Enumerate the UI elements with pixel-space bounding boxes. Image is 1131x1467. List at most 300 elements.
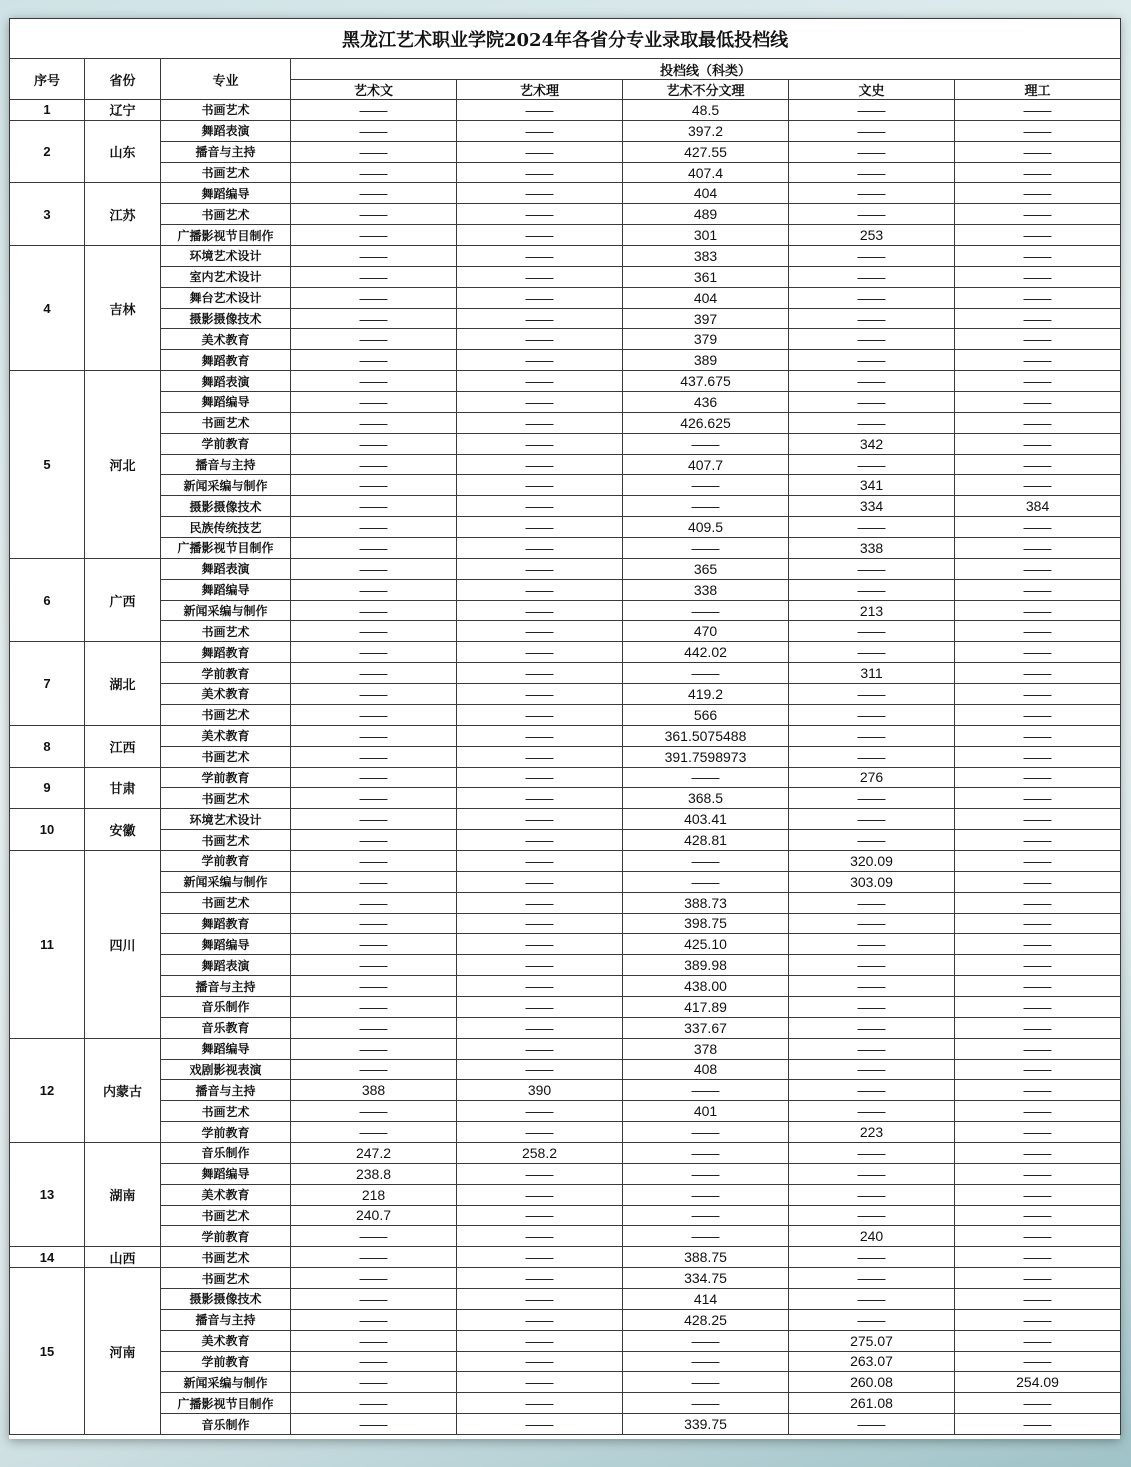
major-cell: 广播影视节目制作 — [161, 1393, 291, 1414]
score-cell: —— — [955, 579, 1121, 600]
score-cell: —— — [623, 1205, 789, 1226]
score-cell: —— — [955, 266, 1121, 287]
score-cell: —— — [457, 287, 623, 308]
table-row — [10, 100, 1121, 121]
table-row — [10, 1330, 1121, 1351]
score-cell: —— — [457, 1101, 623, 1122]
score-cell: 427.55 — [623, 141, 789, 162]
score-cell: 426.625 — [623, 412, 789, 433]
major-cell: 学前教育 — [161, 1351, 291, 1372]
major-cell: 舞蹈表演 — [161, 371, 291, 392]
table-row — [10, 642, 1121, 663]
major-cell: 广播影视节目制作 — [161, 225, 291, 246]
score-cell: —— — [457, 767, 623, 788]
score-cell: 378 — [623, 1038, 789, 1059]
score-cell: —— — [789, 329, 955, 350]
score-cell: 428.81 — [623, 830, 789, 851]
score-cell: 397.2 — [623, 120, 789, 141]
score-cell: —— — [789, 955, 955, 976]
score-cell: —— — [789, 976, 955, 997]
score-cell: 341 — [789, 475, 955, 496]
score-cell: 311 — [789, 663, 955, 684]
score-cell: 240 — [789, 1226, 955, 1247]
score-cell: —— — [457, 392, 623, 413]
table-row — [10, 517, 1121, 538]
table-row — [10, 1226, 1121, 1247]
score-cell: 223 — [789, 1122, 955, 1143]
score-cell: —— — [457, 1226, 623, 1247]
score-cell: —— — [789, 725, 955, 746]
score-cell: —— — [291, 871, 457, 892]
row-index-cell: 13 — [10, 1142, 85, 1246]
score-cell: —— — [457, 225, 623, 246]
score-cell: —— — [789, 892, 955, 913]
score-cell: —— — [457, 1351, 623, 1372]
score-cell: —— — [955, 1122, 1121, 1143]
score-cell: 409.5 — [623, 517, 789, 538]
row-index-cell: 8 — [10, 725, 85, 767]
score-cell: 338 — [623, 579, 789, 600]
score-cell: 388 — [291, 1080, 457, 1101]
table-row — [10, 1184, 1121, 1205]
score-cell: —— — [291, 371, 457, 392]
table-row — [10, 496, 1121, 517]
score-cell: —— — [789, 746, 955, 767]
table-row — [10, 246, 1121, 267]
score-cell: —— — [955, 1080, 1121, 1101]
score-cell: 276 — [789, 767, 955, 788]
score-cell: —— — [457, 183, 623, 204]
score-cell: —— — [623, 475, 789, 496]
score-cell: —— — [623, 850, 789, 871]
score-cell: —— — [623, 433, 789, 454]
score-cell: —— — [955, 120, 1121, 141]
row-index-cell: 4 — [10, 246, 85, 371]
score-cell: —— — [291, 1414, 457, 1435]
province-cell: 广西 — [85, 558, 161, 641]
header-col-art-general: 艺术不分文理 — [623, 80, 789, 100]
table-title: 黑龙江艺术职业学院2024年各省分专业录取最低投档线 — [10, 19, 1121, 59]
score-cell: 238.8 — [291, 1163, 457, 1184]
score-cell: —— — [457, 412, 623, 433]
score-cell: —— — [457, 579, 623, 600]
score-cell: —— — [789, 350, 955, 371]
score-cell: —— — [955, 538, 1121, 559]
score-cell: —— — [955, 684, 1121, 705]
major-cell: 舞蹈编导 — [161, 1038, 291, 1059]
score-cell: 263.07 — [789, 1351, 955, 1372]
score-cell: —— — [789, 141, 955, 162]
score-cell: —— — [789, 704, 955, 725]
score-cell: —— — [955, 830, 1121, 851]
score-cell: —— — [291, 704, 457, 725]
header-col-art-liberal: 艺术文 — [291, 80, 457, 100]
score-cell: —— — [955, 955, 1121, 976]
table-row — [10, 162, 1121, 183]
score-cell: —— — [457, 621, 623, 642]
row-index-cell: 10 — [10, 809, 85, 851]
score-cell: —— — [291, 663, 457, 684]
major-cell: 书画艺术 — [161, 1101, 291, 1122]
score-cell: —— — [955, 183, 1121, 204]
score-cell: —— — [955, 1163, 1121, 1184]
score-cell: —— — [291, 412, 457, 433]
score-cell: —— — [457, 350, 623, 371]
table-row — [10, 225, 1121, 246]
score-cell: —— — [291, 1288, 457, 1309]
table-row — [10, 1414, 1121, 1435]
score-cell: —— — [955, 1268, 1121, 1289]
major-cell: 学前教育 — [161, 850, 291, 871]
table-row — [10, 183, 1121, 204]
score-cell: —— — [955, 850, 1121, 871]
score-cell: —— — [291, 350, 457, 371]
score-cell: —— — [457, 1393, 623, 1414]
score-cell: —— — [955, 412, 1121, 433]
score-cell: —— — [955, 308, 1121, 329]
major-cell: 书画艺术 — [161, 162, 291, 183]
score-cell: —— — [291, 162, 457, 183]
score-cell: —— — [789, 1288, 955, 1309]
score-cell: 379 — [623, 329, 789, 350]
score-cell: —— — [955, 1184, 1121, 1205]
score-cell: —— — [955, 558, 1121, 579]
score-cell: —— — [789, 579, 955, 600]
major-cell: 书画艺术 — [161, 621, 291, 642]
admission-score-table — [9, 18, 1121, 1435]
row-index-cell: 14 — [10, 1247, 85, 1268]
score-cell: 417.89 — [623, 996, 789, 1017]
table-row — [10, 371, 1121, 392]
province-cell: 湖南 — [85, 1142, 161, 1246]
table-row — [10, 454, 1121, 475]
table-row — [10, 579, 1121, 600]
score-cell: 261.08 — [789, 1393, 955, 1414]
score-cell: —— — [291, 433, 457, 454]
major-cell: 舞蹈编导 — [161, 183, 291, 204]
score-cell: —— — [789, 392, 955, 413]
table-row — [10, 538, 1121, 559]
score-cell: —— — [457, 371, 623, 392]
score-cell: —— — [291, 308, 457, 329]
major-cell: 书画艺术 — [161, 204, 291, 225]
major-cell: 环境艺术设计 — [161, 246, 291, 267]
score-cell: —— — [789, 266, 955, 287]
score-cell: —— — [623, 1080, 789, 1101]
table-row — [10, 809, 1121, 830]
major-cell: 舞蹈教育 — [161, 913, 291, 934]
score-cell: —— — [291, 517, 457, 538]
table-row — [10, 600, 1121, 621]
score-cell: —— — [955, 1330, 1121, 1351]
score-cell: —— — [623, 1393, 789, 1414]
table-row — [10, 871, 1121, 892]
score-cell: —— — [291, 1059, 457, 1080]
score-cell: —— — [291, 850, 457, 871]
score-cell: 391.7598973 — [623, 746, 789, 767]
table-row — [10, 1351, 1121, 1372]
major-cell: 学前教育 — [161, 663, 291, 684]
table-row — [10, 329, 1121, 350]
score-cell: —— — [789, 1309, 955, 1330]
province-cell: 江苏 — [85, 183, 161, 246]
province-cell: 甘肃 — [85, 767, 161, 809]
province-cell: 山西 — [85, 1247, 161, 1268]
score-cell: 334.75 — [623, 1268, 789, 1289]
score-cell: —— — [457, 1059, 623, 1080]
table-row — [10, 1017, 1121, 1038]
score-cell: —— — [457, 913, 623, 934]
score-cell: —— — [623, 1351, 789, 1372]
score-cell: —— — [955, 913, 1121, 934]
score-cell: —— — [955, 746, 1121, 767]
score-cell: —— — [955, 1309, 1121, 1330]
score-cell: —— — [623, 600, 789, 621]
score-cell: —— — [291, 746, 457, 767]
score-cell: —— — [457, 830, 623, 851]
province-cell: 四川 — [85, 850, 161, 1038]
header-index: 序号 — [10, 59, 85, 100]
major-cell: 音乐制作 — [161, 996, 291, 1017]
score-cell: —— — [623, 767, 789, 788]
table-row — [10, 1393, 1121, 1414]
table-row — [10, 1288, 1121, 1309]
major-cell: 播音与主持 — [161, 976, 291, 997]
major-cell: 美术教育 — [161, 1184, 291, 1205]
score-cell: —— — [955, 934, 1121, 955]
score-cell: —— — [789, 204, 955, 225]
score-cell: —— — [457, 1268, 623, 1289]
score-cell: —— — [789, 788, 955, 809]
score-cell: —— — [789, 1205, 955, 1226]
major-cell: 书画艺术 — [161, 100, 291, 121]
table-row — [10, 788, 1121, 809]
score-cell: —— — [955, 642, 1121, 663]
score-cell: 428.25 — [623, 1309, 789, 1330]
score-cell: —— — [457, 934, 623, 955]
major-cell: 美术教育 — [161, 329, 291, 350]
score-cell: 247.2 — [291, 1142, 457, 1163]
score-cell: —— — [457, 704, 623, 725]
header-province: 省份 — [85, 59, 161, 100]
major-cell: 摄影摄像技术 — [161, 496, 291, 517]
major-cell: 播音与主持 — [161, 1309, 291, 1330]
score-cell: —— — [291, 1372, 457, 1393]
score-cell: —— — [789, 246, 955, 267]
table-row — [10, 558, 1121, 579]
score-cell: —— — [955, 871, 1121, 892]
score-cell: —— — [291, 475, 457, 496]
score-cell: —— — [291, 579, 457, 600]
major-cell: 戏剧影视表演 — [161, 1059, 291, 1080]
major-cell: 舞蹈表演 — [161, 955, 291, 976]
score-cell: —— — [457, 725, 623, 746]
score-cell: —— — [457, 1184, 623, 1205]
score-cell: —— — [457, 308, 623, 329]
score-cell: —— — [789, 1059, 955, 1080]
score-cell: —— — [457, 1309, 623, 1330]
table-row — [10, 308, 1121, 329]
major-cell: 室内艺术设计 — [161, 266, 291, 287]
score-cell: —— — [291, 1247, 457, 1268]
score-cell: 407.7 — [623, 454, 789, 475]
province-cell: 山东 — [85, 120, 161, 183]
province-cell: 江西 — [85, 725, 161, 767]
score-cell: —— — [955, 1142, 1121, 1163]
score-cell: —— — [291, 246, 457, 267]
score-cell: 404 — [623, 183, 789, 204]
score-cell: 48.5 — [623, 100, 789, 121]
score-cell: —— — [457, 1247, 623, 1268]
major-cell: 舞蹈编导 — [161, 1163, 291, 1184]
score-cell: —— — [955, 1414, 1121, 1435]
score-cell: 361.5075488 — [623, 725, 789, 746]
score-cell: —— — [623, 871, 789, 892]
score-cell: —— — [955, 704, 1121, 725]
score-cell: —— — [291, 976, 457, 997]
row-index-cell: 7 — [10, 642, 85, 725]
score-cell: —— — [457, 1122, 623, 1143]
score-cell: —— — [457, 809, 623, 830]
score-cell: —— — [291, 496, 457, 517]
major-cell: 舞台艺术设计 — [161, 287, 291, 308]
score-cell: —— — [291, 141, 457, 162]
major-cell: 民族传统技艺 — [161, 517, 291, 538]
province-cell: 河南 — [85, 1268, 161, 1435]
table-row — [10, 1059, 1121, 1080]
score-cell: —— — [623, 1330, 789, 1351]
major-cell: 舞蹈编导 — [161, 579, 291, 600]
score-cell: —— — [789, 1184, 955, 1205]
score-cell: 258.2 — [457, 1142, 623, 1163]
major-cell: 学前教育 — [161, 433, 291, 454]
score-cell: 419.2 — [623, 684, 789, 705]
major-cell: 书画艺术 — [161, 788, 291, 809]
header-col-science: 理工 — [955, 80, 1121, 100]
major-cell: 书画艺术 — [161, 1205, 291, 1226]
table-row — [10, 1163, 1121, 1184]
major-cell: 舞蹈编导 — [161, 392, 291, 413]
table-row — [10, 141, 1121, 162]
score-cell: —— — [789, 120, 955, 141]
score-cell: —— — [623, 1184, 789, 1205]
major-cell: 播音与主持 — [161, 141, 291, 162]
score-cell: 414 — [623, 1288, 789, 1309]
table-row — [10, 1372, 1121, 1393]
score-cell: —— — [789, 517, 955, 538]
score-cell: 397 — [623, 308, 789, 329]
score-cell: —— — [457, 1205, 623, 1226]
score-cell: —— — [291, 1226, 457, 1247]
score-cell: —— — [291, 266, 457, 287]
admission-score-sheet — [9, 18, 1120, 1439]
row-index-cell: 6 — [10, 558, 85, 641]
score-cell: —— — [457, 788, 623, 809]
score-cell: —— — [457, 996, 623, 1017]
score-cell: —— — [291, 120, 457, 141]
score-cell: —— — [291, 183, 457, 204]
score-cell: 240.7 — [291, 1205, 457, 1226]
header-col-liberal-arts: 文史 — [789, 80, 955, 100]
table-row — [10, 204, 1121, 225]
score-cell: —— — [789, 1268, 955, 1289]
score-cell: —— — [457, 976, 623, 997]
score-cell: —— — [291, 725, 457, 746]
score-cell: —— — [457, 1372, 623, 1393]
major-cell: 书画艺术 — [161, 892, 291, 913]
score-cell: 389 — [623, 350, 789, 371]
major-cell: 环境艺术设计 — [161, 809, 291, 830]
score-cell: —— — [955, 350, 1121, 371]
score-cell: 436 — [623, 392, 789, 413]
major-cell: 舞蹈编导 — [161, 934, 291, 955]
score-cell: —— — [623, 1372, 789, 1393]
score-cell: 407.4 — [623, 162, 789, 183]
score-cell: —— — [291, 934, 457, 955]
score-cell: —— — [291, 1393, 457, 1414]
score-cell: —— — [789, 287, 955, 308]
score-cell: —— — [955, 725, 1121, 746]
score-cell: 438.00 — [623, 976, 789, 997]
score-cell: —— — [955, 1101, 1121, 1122]
table-row — [10, 1205, 1121, 1226]
score-cell: —— — [291, 204, 457, 225]
table-row — [10, 976, 1121, 997]
score-cell: —— — [955, 976, 1121, 997]
table-body — [10, 100, 1121, 1435]
score-cell: 301 — [623, 225, 789, 246]
major-cell: 书画艺术 — [161, 412, 291, 433]
province-cell: 吉林 — [85, 246, 161, 371]
score-cell: 470 — [623, 621, 789, 642]
score-cell: —— — [291, 913, 457, 934]
score-cell: 213 — [789, 600, 955, 621]
score-cell: —— — [457, 1017, 623, 1038]
score-cell: —— — [457, 850, 623, 871]
score-cell: —— — [457, 204, 623, 225]
score-cell: —— — [457, 1330, 623, 1351]
major-cell: 书画艺术 — [161, 704, 291, 725]
score-cell: —— — [457, 684, 623, 705]
table-row — [10, 1038, 1121, 1059]
table-row — [10, 725, 1121, 746]
score-cell: 368.5 — [623, 788, 789, 809]
score-cell: —— — [789, 1080, 955, 1101]
score-cell: 398.75 — [623, 913, 789, 934]
province-cell: 湖北 — [85, 642, 161, 725]
table-row — [10, 621, 1121, 642]
major-cell: 音乐制作 — [161, 1414, 291, 1435]
score-cell: —— — [623, 1163, 789, 1184]
major-cell: 播音与主持 — [161, 454, 291, 475]
major-cell: 舞蹈教育 — [161, 642, 291, 663]
table-row — [10, 350, 1121, 371]
score-cell: —— — [457, 246, 623, 267]
score-cell: 342 — [789, 433, 955, 454]
major-cell: 书画艺术 — [161, 746, 291, 767]
score-cell: —— — [457, 329, 623, 350]
score-cell: —— — [955, 454, 1121, 475]
score-cell: 437.675 — [623, 371, 789, 392]
score-cell: —— — [291, 1330, 457, 1351]
table-row — [10, 1309, 1121, 1330]
score-cell: 338 — [789, 538, 955, 559]
score-cell: —— — [623, 1142, 789, 1163]
score-cell: —— — [457, 1038, 623, 1059]
major-cell: 舞蹈教育 — [161, 350, 291, 371]
score-cell: —— — [789, 621, 955, 642]
score-cell: —— — [789, 684, 955, 705]
